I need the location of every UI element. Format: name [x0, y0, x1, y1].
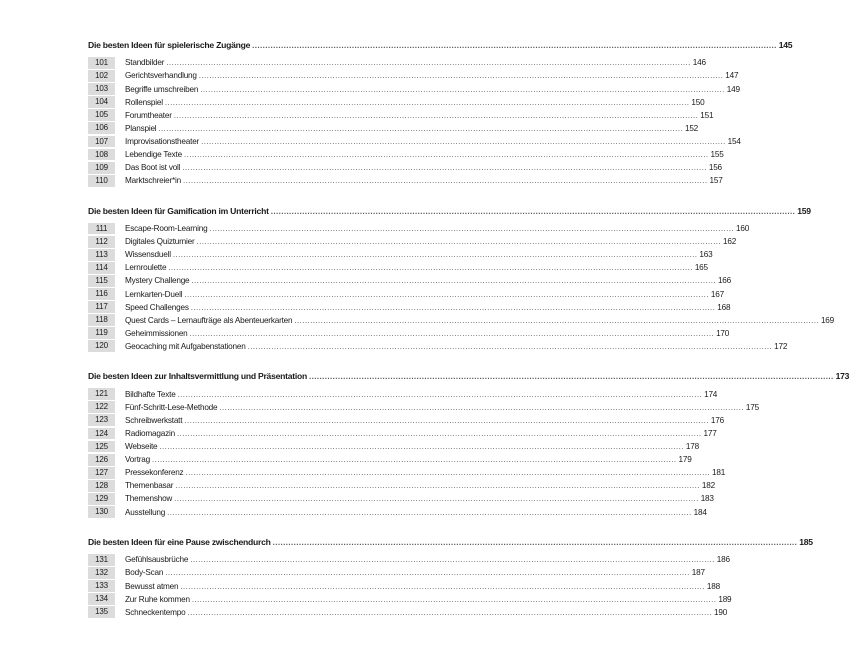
leader-dots: ........................................................................................................................................................................................................: [183, 150, 709, 160]
toc-entry: [88, 580, 720, 592]
table-of-contents: [88, 40, 849, 637]
section-title: Die besten Ideen für eine Pause zwischendurch: [88, 536, 271, 547]
toc-entry: [88, 467, 726, 479]
toc-entry: [88, 262, 708, 274]
leader-dots: ........................................................................................................................................................................................................: [219, 402, 744, 412]
leader-dots: ........................................................................................................................................................................................................: [172, 250, 698, 260]
toc-entry: [88, 223, 750, 235]
entry-page-number: 163: [699, 250, 713, 260]
toc-entry: [88, 567, 705, 579]
leader-dots: ........................................................................................................................................................................................................: [184, 289, 709, 299]
entry-page-number: 156: [708, 163, 722, 173]
entry-title: Standbilder: [125, 58, 165, 68]
entry-title: Fünf-Schritt-Lese-Methode: [125, 402, 218, 412]
entry-number-badge: 123: [88, 414, 115, 426]
entry-page-number: 147: [725, 71, 739, 81]
section-title: Die besten Ideen für Gamification im Unterricht: [88, 205, 269, 216]
entry-number-badge: 110: [88, 175, 115, 187]
toc-entry: [88, 288, 724, 300]
toc-entry: [88, 388, 718, 400]
leader-dots: ........................................................................................................................................................................................................: [309, 372, 834, 382]
leader-dots: ........................................................................................................................................................................................................: [201, 136, 726, 146]
section-title: Die besten Ideen für spielerische Zugänge: [88, 40, 251, 50]
leader-dots: ........................................................................................................................................................................................................: [270, 206, 796, 216]
entry-number-badge: 106: [88, 122, 115, 134]
toc-entry: [88, 454, 692, 466]
leader-dots: ........................................................................................................................................................................................................: [189, 328, 715, 338]
entry-page-number: 172: [774, 341, 788, 351]
toc-entry: [88, 428, 717, 440]
section-page-number: 185: [799, 536, 813, 547]
entry-number-badge: 122: [88, 401, 115, 413]
section-page-number: 145: [778, 40, 793, 50]
entry-number-badge: 125: [88, 441, 115, 453]
leader-dots: ........................................................................................................................................................................................................: [173, 110, 699, 120]
toc-entry: [88, 606, 728, 618]
entry-page-number: 189: [718, 594, 732, 604]
leader-dots: ........................................................................................................................................................................................................: [191, 276, 716, 286]
entry-title: Webseite: [125, 442, 158, 452]
leader-dots: ........................................................................................................................................................................................................: [184, 415, 709, 425]
entry-number-badge: 115: [88, 275, 115, 287]
entry-list: [88, 57, 741, 187]
leader-dots: ........................................................................................................................................................................................................: [198, 71, 724, 81]
section-heading: [88, 205, 811, 219]
entry-page-number: 176: [710, 415, 724, 425]
toc-section: [88, 205, 834, 353]
entry-number-badge: 105: [88, 109, 115, 121]
leader-dots: ........................................................................................................................................................................................................: [182, 176, 708, 186]
leader-dots: ........................................................................................................................................................................................................: [167, 507, 692, 517]
entry-page-number: 167: [710, 289, 724, 299]
entry-page-number: 168: [717, 302, 731, 312]
leader-dots: ........................................................................................................................................................................................................: [185, 468, 710, 478]
leader-dots: ........................................................................................................................................................................................................: [196, 237, 722, 247]
entry-number-badge: 111: [88, 223, 115, 235]
toc-entry: [88, 506, 707, 518]
entry-page-number: 166: [717, 276, 731, 286]
entry-page-number: 184: [693, 507, 707, 517]
entry-page-number: 186: [716, 555, 730, 565]
entry-page-number: 160: [736, 224, 750, 234]
leader-dots: ........................................................................................................................................................................................................: [177, 389, 703, 399]
entry-title: Begriffe umschreiben: [125, 84, 199, 94]
entry-number-badge: 130: [88, 506, 115, 518]
entry-number-badge: 128: [88, 480, 115, 492]
entry-page-number: 190: [714, 607, 728, 617]
leader-dots: ........................................................................................................................................................................................................: [166, 58, 691, 68]
toc-entry: [88, 162, 722, 174]
entry-page-number: 182: [701, 481, 715, 491]
entry-title: Quest Cards – Lernaufträge als Abenteuerkarten: [125, 315, 293, 325]
entry-title: Vortrag: [125, 455, 150, 465]
entry-number-badge: 101: [88, 57, 115, 69]
entry-page-number: 177: [703, 428, 717, 438]
entry-number-badge: 124: [88, 428, 115, 440]
entry-page-number: 181: [711, 468, 726, 478]
entry-page-number: 170: [716, 328, 730, 338]
toc-entry: [88, 122, 699, 134]
entry-title: Marktschreier*in: [125, 176, 181, 186]
entry-page-number: 162: [723, 237, 737, 247]
leader-dots: ........................................................................................................................................................................................................: [174, 494, 699, 504]
toc-entry: [88, 414, 724, 426]
toc-entry: [88, 109, 714, 121]
toc-entry: [88, 441, 699, 453]
toc-entry: [88, 236, 737, 248]
entry-number-badge: 108: [88, 149, 115, 161]
toc-entry: [88, 554, 730, 566]
entry-title: Geocaching mit Aufgabenstationen: [125, 341, 246, 351]
entry-title: Forumtheater: [125, 110, 172, 120]
entry-page-number: 157: [709, 176, 723, 186]
entry-number-badge: 117: [88, 301, 115, 313]
entry-title: Ausstellung: [125, 507, 166, 517]
toc-entry: [88, 96, 705, 108]
entry-number-badge: 131: [88, 554, 115, 566]
entry-number-badge: 116: [88, 288, 115, 300]
toc-entry: [88, 314, 834, 326]
leader-dots: ........................................................................................................................................................................................................: [190, 302, 716, 312]
toc-section: [88, 371, 849, 518]
entry-page-number: 188: [706, 581, 720, 591]
leader-dots: ........................................................................................................................................................................................................: [209, 224, 734, 234]
entry-title: Wissensduell: [125, 250, 171, 260]
entry-page-number: 154: [727, 136, 741, 146]
toc-section: [88, 536, 813, 618]
entry-number-badge: 118: [88, 314, 115, 326]
section-heading: [88, 371, 849, 384]
entry-title: Lernroulette: [125, 263, 167, 273]
entry-page-number: 150: [691, 97, 705, 107]
leader-dots: ........................................................................................................................................................................................................: [152, 455, 677, 465]
toc-entry: [88, 57, 706, 69]
entry-number-badge: 109: [88, 162, 115, 174]
entry-title: Body-Scan: [125, 568, 164, 578]
entry-page-number: 179: [678, 455, 692, 465]
entry-title: Pressekonferenz: [125, 468, 184, 478]
entry-title: Gerichtsverhandlung: [125, 71, 197, 81]
leader-dots: ........................................................................................................................................................................................................: [191, 594, 717, 604]
entry-title: Escape-Room-Learning: [125, 224, 208, 234]
entry-list: [88, 388, 759, 518]
toc-entry: [88, 70, 739, 82]
section-heading: [88, 536, 813, 550]
entry-page-number: 175: [745, 402, 759, 412]
entry-title: Bildhafte Texte: [125, 389, 176, 399]
entry-page-number: 174: [704, 389, 718, 399]
entry-title: Mystery Challenge: [125, 276, 190, 286]
entry-title: Speed Challenges: [125, 302, 189, 312]
entry-number-badge: 132: [88, 567, 115, 579]
entry-number-badge: 102: [88, 70, 115, 82]
entry-page-number: 155: [710, 150, 724, 160]
entry-number-badge: 135: [88, 606, 115, 618]
entry-page-number: 146: [692, 58, 706, 68]
leader-dots: ........................................................................................................................................................................................................: [168, 263, 693, 273]
toc-entry: [88, 149, 724, 161]
entry-title: Bewusst atmen: [125, 581, 179, 591]
leader-dots: ........................................................................................................................................................................................................: [164, 97, 690, 107]
section-page-number: 159: [797, 205, 811, 216]
toc-entry: [88, 249, 713, 261]
entry-title: Schneckentempo: [125, 607, 186, 617]
entry-page-number: 178: [685, 442, 699, 452]
leader-dots: ........................................................................................................................................................................................................: [247, 341, 773, 351]
entry-page-number: 187: [691, 568, 705, 578]
entry-number-badge: 129: [88, 493, 115, 505]
toc-entry: [88, 83, 740, 95]
toc-entry: [88, 275, 731, 287]
entry-title: Lernkarten-Duell: [125, 289, 183, 299]
entry-number-badge: 107: [88, 136, 115, 148]
entry-title: Das Boot ist voll: [125, 163, 181, 173]
entry-title: Zur Ruhe kommen: [125, 594, 190, 604]
leader-dots: ........................................................................................................................................................................................................: [176, 428, 702, 438]
entry-page-number: 149: [726, 84, 740, 94]
entry-list: [88, 223, 834, 353]
entry-page-number: 152: [684, 123, 699, 133]
entry-page-number: 183: [700, 494, 714, 504]
entry-list: [88, 554, 732, 618]
entry-number-badge: 103: [88, 83, 115, 95]
section-heading: [88, 40, 793, 53]
entry-title: Improvisationstheater: [125, 136, 200, 146]
entry-number-badge: 126: [88, 454, 115, 466]
leader-dots: ........................................................................................................................................................................................................: [190, 555, 715, 565]
toc-entry: [88, 301, 731, 313]
leader-dots: ........................................................................................................................................................................................................: [200, 84, 725, 94]
entry-title: Themenbasar: [125, 481, 174, 491]
toc-entry: [88, 493, 714, 505]
toc-entry: [88, 327, 730, 339]
toc-section: [88, 40, 793, 187]
entry-number-badge: 133: [88, 580, 115, 592]
section-page-number: 173: [835, 371, 849, 382]
entry-title: Planspiel: [125, 123, 157, 133]
leader-dots: ........................................................................................................................................................................................................: [272, 537, 798, 547]
leader-dots: ........................................................................................................................................................................................................: [165, 568, 690, 578]
leader-dots: ........................................................................................................................................................................................................: [187, 607, 712, 617]
entry-title: Rollenspiel: [125, 97, 163, 107]
entry-page-number: 151: [700, 110, 714, 120]
leader-dots: ........................................................................................................................................................................................................: [175, 481, 700, 491]
leader-dots: ........................................................................................................................................................................................................: [180, 581, 705, 591]
toc-entry: [88, 401, 759, 413]
entry-number-badge: 120: [88, 340, 115, 352]
entry-title: Lebendige Texte: [125, 150, 182, 160]
entry-title: Schreibwerkstatt: [125, 415, 183, 425]
entry-title: Digitales Quizturnier: [125, 237, 195, 247]
leader-dots: ........................................................................................................................................................................................................: [294, 315, 819, 325]
toc-entry: [88, 136, 741, 148]
entry-page-number: 169: [820, 315, 834, 325]
entry-title: Themenshow: [125, 494, 173, 504]
entry-number-badge: 104: [88, 96, 115, 108]
entry-page-number: 165: [694, 263, 708, 273]
entry-number-badge: 113: [88, 249, 115, 261]
section-title: Die besten Ideen zur Inhaltsvermittlung und Präsentation: [88, 371, 308, 382]
toc-entry: [88, 175, 723, 187]
entry-number-badge: 114: [88, 262, 115, 274]
leader-dots: ........................................................................................................................................................................................................: [182, 163, 707, 173]
entry-title: Radiomagazin: [125, 428, 175, 438]
leader-dots: ........................................................................................................................................................................................................: [159, 442, 684, 452]
entry-number-badge: 119: [88, 327, 115, 339]
leader-dots: ........................................................................................................................................................................................................: [252, 41, 777, 50]
entry-number-badge: 127: [88, 467, 115, 479]
toc-entry: [88, 340, 788, 352]
entry-number-badge: 112: [88, 236, 115, 248]
toc-entry: [88, 480, 715, 492]
entry-number-badge: 134: [88, 593, 115, 605]
entry-number-badge: 121: [88, 388, 115, 400]
leader-dots: ........................................................................................................................................................................................................: [158, 123, 683, 133]
entry-title: Gefühlsausbrüche: [125, 555, 189, 565]
entry-title: Geheimmissionen: [125, 328, 188, 338]
toc-entry: [88, 593, 732, 605]
